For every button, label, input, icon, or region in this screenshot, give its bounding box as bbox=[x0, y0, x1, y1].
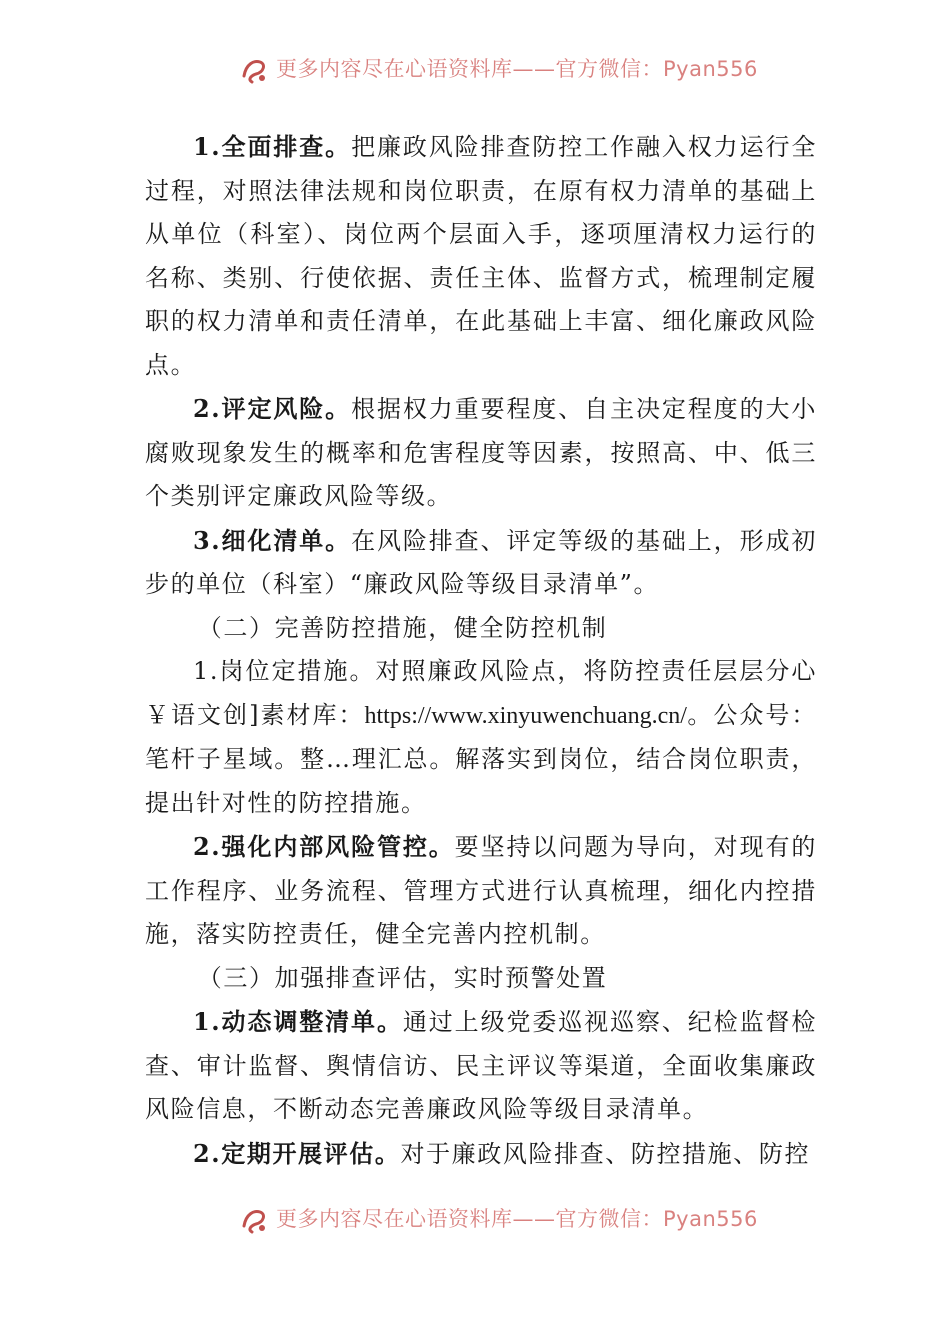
paragraph-periodic-eval bbox=[145, 1132, 817, 1177]
para-lead: 3.细化清单。 bbox=[193, 525, 352, 555]
logo-icon bbox=[240, 1206, 270, 1234]
para-lead: 1.全面排查。 bbox=[193, 132, 352, 161]
section-heading-2: （二）完善防控措施，健全防控机制 bbox=[197, 613, 608, 642]
paragraph-assess-risk bbox=[145, 387, 817, 519]
paragraph-full-check bbox=[145, 125, 817, 387]
para-text-b: 。公众号：笔杆子星域。整…理汇总。解落实到岗位，结合岗位职责，提出针对性的防控措施。 bbox=[145, 700, 818, 817]
para-lead: 2.强化内部风险管控。 bbox=[193, 832, 455, 861]
paragraph-refine-list bbox=[145, 519, 817, 607]
para-body: 要坚持以问题为导向，对现有的工作程序、业务流程、管理方式进行认真梳理，细化内控措施，落实防控责任，健全完善内控机制。 bbox=[145, 833, 817, 948]
paragraph-post-measures bbox=[145, 650, 817, 825]
para-body: 通过上级党委巡视巡察、纪检监督检查、审计监督、舆情信访、民主评议等渠道，全面收集廉政风险信息，不断动态完善廉政风险等级目录清单。 bbox=[145, 1008, 817, 1123]
para-body: 在风险排查、评定等级的基础上，形成初步的单位（科室）“廉政风险等级目录清单”。 bbox=[145, 526, 817, 598]
para-lead: 1.动态调整清单。 bbox=[193, 1007, 403, 1036]
para-body: 根据权力重要程度、自主决定程度的大小腐败现象发生的概率和危害程度等因素，按照高、中、低三个类别评定廉政风险等级。 bbox=[145, 395, 817, 510]
header-banner bbox=[0, 52, 950, 88]
document-body bbox=[145, 125, 817, 1176]
banner-text: 更多内容尽在心语资料库——官方微信：Pyan556 bbox=[276, 57, 758, 81]
para-lead: 2.定期开展评估。 bbox=[193, 1138, 401, 1168]
paragraph-internal-control bbox=[145, 825, 817, 957]
source-url: https://www.xinyuwenchuang.cn/ bbox=[364, 702, 687, 729]
para-lead: 2.评定风险。 bbox=[193, 394, 352, 423]
section-heading-3: （三）加强排查评估，实时预警处置 bbox=[197, 963, 608, 992]
footer-banner bbox=[0, 1202, 950, 1238]
banner-text: 更多内容尽在心语资料库——官方微信：Pyan556 bbox=[276, 1207, 758, 1231]
logo-icon bbox=[240, 56, 270, 84]
para-text-a: 1.岗位定措施。对照廉政风险点，将防控责任层层分心￥语文创]素材库： bbox=[145, 657, 817, 729]
para-body: 把廉政风险排查防控工作融入权力运行全过程，对照法律法规和岗位职责，在原有权力清单的基础上从单位（科室）、岗位两个层面入手，逐项厘清权力运行的名称、类别、行使依据、责任主体、监督方式，梳理制定履职的权力清单和责任清单，在此基础上丰富、细化廉政风险点。 bbox=[145, 133, 817, 379]
para-body: 对于廉政风险排查、防控措施、防控 bbox=[400, 1139, 811, 1168]
paragraph-dynamic-adjust bbox=[145, 1000, 817, 1132]
